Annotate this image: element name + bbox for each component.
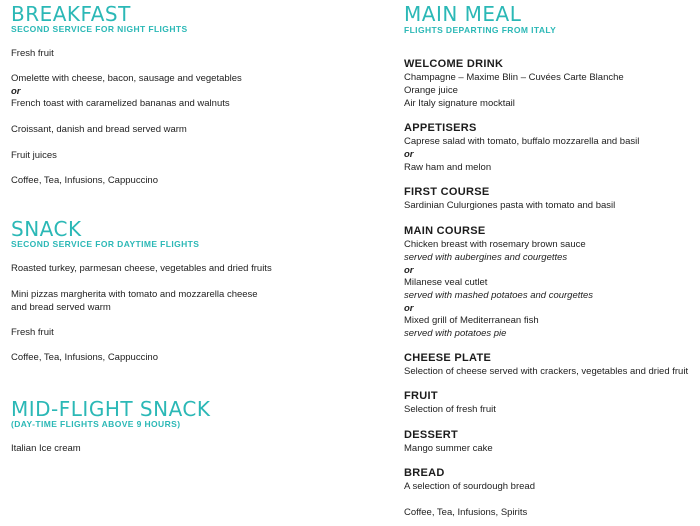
menu-line: served with potatoes pie (404, 328, 507, 339)
menu-line: Orange juice (404, 85, 458, 96)
section-heading: MAIN COURSE (404, 225, 486, 237)
menu-line: Selection of cheese served with crackers, vegetables and dried fruit (404, 366, 689, 377)
menu-line: Selection of fresh fruit (404, 404, 496, 415)
section-heading: APPETISERS (404, 122, 477, 134)
snack-item: Coffee, Tea, Infusions, Cappuccino (11, 352, 158, 363)
snack-subtitle: SECOND SERVICE FOR DAYTIME FLIGHTS (11, 239, 200, 249)
snack-item: Roasted turkey, parmesan cheese, vegetables and dried fruits (11, 263, 272, 274)
menu-line: served with mashed potatoes and courgettes (404, 290, 594, 301)
or-label: or (404, 265, 414, 276)
midflight-title: MID-FLIGHT SNACK (11, 397, 211, 421)
section-heading: DESSERT (404, 429, 459, 441)
menu-line: served with aubergines and courgettes (404, 252, 568, 263)
or-label: or (404, 149, 414, 160)
midflight-subtitle: (DAY-TIME FLIGHTS ABOVE 9 HOURS) (11, 419, 181, 429)
menu-line: A selection of sourdough bread (404, 481, 535, 492)
or-label: or (404, 303, 414, 314)
menu-line: Milanese veal cutlet (404, 277, 488, 288)
midflight-item: Italian Ice cream (11, 443, 81, 454)
main-meal-title: MAIN MEAL (404, 2, 522, 26)
menu-line: Mixed grill of Mediterranean fish (404, 315, 539, 326)
breakfast-item: French toast with caramelized bananas and walnuts (11, 98, 230, 109)
menu-line: Caprese salad with tomato, buffalo mozzarella and basil (404, 136, 640, 147)
snack-item: Mini pizzas margherita with tomato and mozzarella cheese (11, 289, 258, 300)
snack-item: Fresh fruit (11, 327, 54, 338)
menu-line: Raw ham and melon (404, 162, 492, 173)
menu-line: Chicken breast with rosemary brown sauce (404, 239, 586, 250)
or-label: or (11, 86, 21, 97)
section-heading: WELCOME DRINK (404, 58, 504, 70)
breakfast-subtitle: SECOND SERVICE FOR NIGHT FLIGHTS (11, 24, 188, 34)
section-heading: BREAD (404, 467, 445, 479)
menu-line: Mango summer cake (404, 443, 493, 454)
breakfast-title: BREAKFAST (11, 2, 131, 26)
main-meal-subtitle: FLIGHTS DEPARTING FROM ITALY (404, 25, 557, 35)
section-heading: CHEESE PLATE (404, 352, 492, 364)
breakfast-item: Fresh fruit (11, 48, 54, 59)
snack-item: and bread served warm (11, 302, 111, 313)
menu-line: Air Italy signature mocktail (404, 98, 515, 109)
section-heading: FRUIT (404, 390, 438, 402)
breakfast-item: Coffee, Tea, Infusions, Cappuccino (11, 175, 158, 186)
menu-line: Coffee, Tea, Infusions, Spirits (404, 507, 528, 518)
menu-line: Champagne – Maxime Blin – Cuvées Carte Blanche (404, 72, 624, 83)
section-heading: FIRST COURSE (404, 186, 490, 198)
snack-title: SNACK (11, 217, 82, 241)
menu-line: Sardinian Culurgiones pasta with tomato and basil (404, 200, 616, 211)
breakfast-item: Fruit juices (11, 150, 57, 161)
breakfast-item: Omelette with cheese, bacon, sausage and vegetables (11, 73, 242, 84)
breakfast-item: Croissant, danish and bread served warm (11, 124, 187, 135)
